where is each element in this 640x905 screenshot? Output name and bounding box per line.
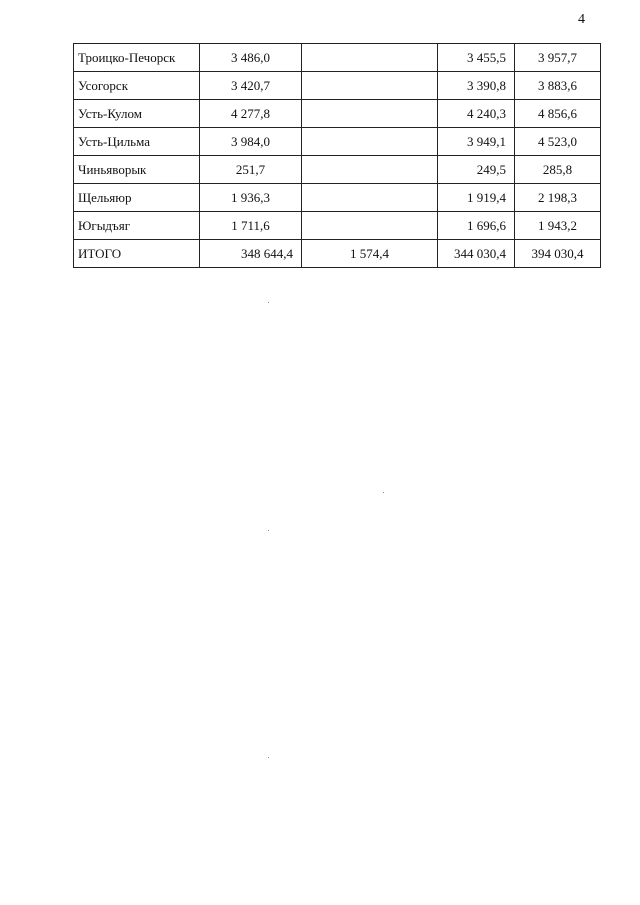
row-name-cell: Усть-Кулом xyxy=(74,100,200,128)
value-cell-2 xyxy=(302,72,438,100)
value-cell-4: 4 856,6 xyxy=(515,100,601,128)
value-cell-1: 1 711,6 xyxy=(200,212,302,240)
value-cell-2 xyxy=(302,156,438,184)
scan-speck xyxy=(383,492,384,493)
value-cell-3: 249,5 xyxy=(438,156,515,184)
value-cell-3: 3 390,8 xyxy=(438,72,515,100)
value-cell-1: 4 277,8 xyxy=(200,100,302,128)
total-value-cell-3: 344 030,4 xyxy=(438,240,515,268)
value-cell-3: 3 949,1 xyxy=(438,128,515,156)
total-value-cell-1: 348 644,4 xyxy=(200,240,302,268)
value-cell-1: 1 936,3 xyxy=(200,184,302,212)
table-row xyxy=(74,128,601,156)
value-cell-1: 3 984,0 xyxy=(200,128,302,156)
value-cell-2 xyxy=(302,184,438,212)
value-cell-2 xyxy=(302,128,438,156)
value-cell-3: 4 240,3 xyxy=(438,100,515,128)
row-name-cell: Усть-Цильма xyxy=(74,128,200,156)
table-row xyxy=(74,212,601,240)
value-cell-2 xyxy=(302,212,438,240)
table-row xyxy=(74,100,601,128)
scan-speck xyxy=(268,530,269,531)
value-cell-4: 4 523,0 xyxy=(515,128,601,156)
value-cell-1: 251,7 xyxy=(200,156,302,184)
row-name-cell: Троицко-Печорск xyxy=(74,44,200,72)
total-row xyxy=(74,240,601,268)
value-cell-4: 285,8 xyxy=(515,156,601,184)
total-label-cell: ИТОГО xyxy=(74,240,200,268)
table-row xyxy=(74,44,601,72)
scan-speck xyxy=(268,757,269,758)
table-row xyxy=(74,184,601,212)
value-cell-1: 3 420,7 xyxy=(200,72,302,100)
table-row xyxy=(74,156,601,184)
data-table xyxy=(73,43,601,268)
row-name-cell: Югыдъяг xyxy=(74,212,200,240)
value-cell-2 xyxy=(302,44,438,72)
scan-speck xyxy=(268,302,269,303)
value-cell-3: 1 696,6 xyxy=(438,212,515,240)
value-cell-1: 3 486,0 xyxy=(200,44,302,72)
table-row xyxy=(74,72,601,100)
total-value-cell-4: 394 030,4 xyxy=(515,240,601,268)
value-cell-3: 3 455,5 xyxy=(438,44,515,72)
page-number: 4 xyxy=(578,12,585,27)
row-name-cell: Щельяюр xyxy=(74,184,200,212)
value-cell-2 xyxy=(302,100,438,128)
value-cell-4: 3 883,6 xyxy=(515,72,601,100)
total-value-cell-2: 1 574,4 xyxy=(302,240,438,268)
value-cell-4: 3 957,7 xyxy=(515,44,601,72)
row-name-cell: Чиньяворык xyxy=(74,156,200,184)
value-cell-3: 1 919,4 xyxy=(438,184,515,212)
row-name-cell: Усогорск xyxy=(74,72,200,100)
value-cell-4: 1 943,2 xyxy=(515,212,601,240)
value-cell-4: 2 198,3 xyxy=(515,184,601,212)
